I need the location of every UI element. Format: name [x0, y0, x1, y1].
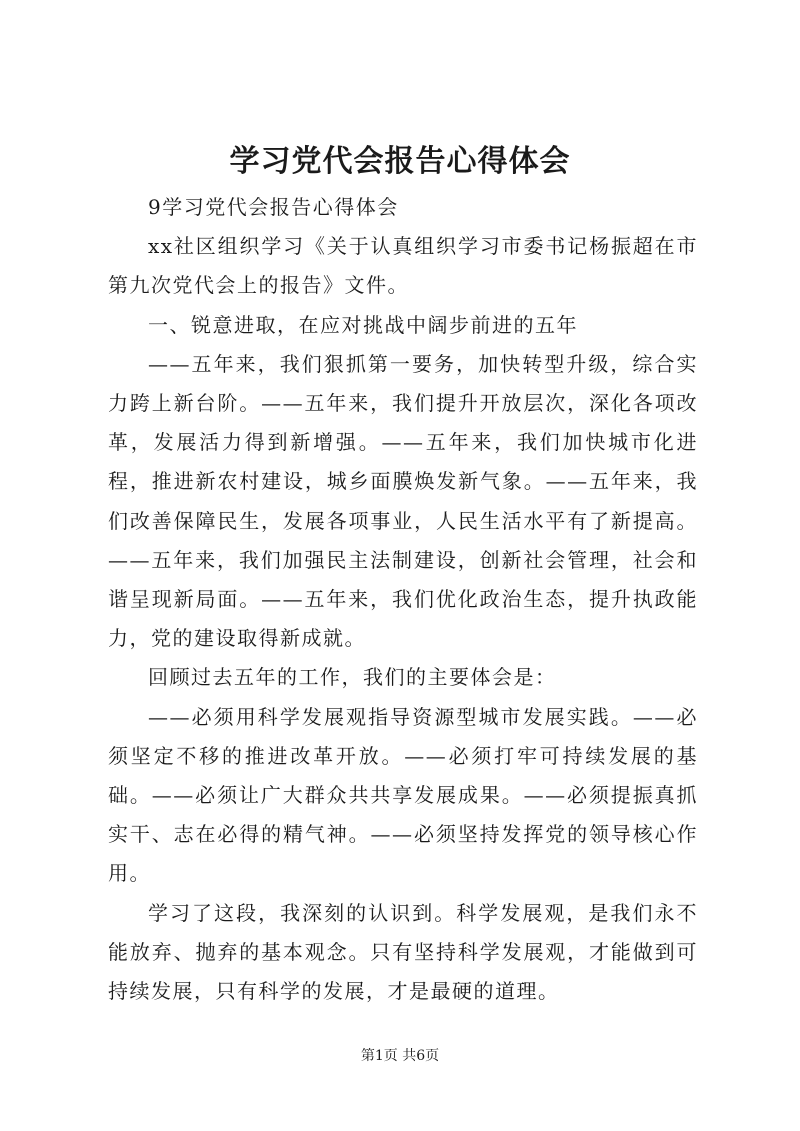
paragraph-five-years: ——五年来，我们狠抓第一要务，加快转型升级，综合实力跨上新台阶。——五年来，我们提升开放层次，深化各项改革，发展活力得到新增强。——五年来，我们加快城市化进程，推进新农村建设，城乡面膜焕发新气象。——五年来，我们改善保障民生，发展各项事业，人民生活水平有了新提高。——五年来，我们加强民主法制建设，创新社会管理，社会和谐呈现新局面。——五年来，我们优化政治生态，提升执政能力，党的建设取得新成就。 [108, 351, 698, 651]
document-body [108, 188, 698, 1011]
page-footer: 第1页 共6页 [360, 1048, 440, 1064]
paragraph-review: 回顾过去五年的工作，我们的主要体会是： [148, 665, 557, 690]
paragraph-intro: xx社区组织学习《关于认真组织学习市委书记杨振超在市第九次党代会上的报告》文件。 [108, 234, 698, 298]
document-title: 学习党代会报告心得体会 [229, 144, 571, 179]
paragraph-reflection: 学习了这段，我深刻的认识到。科学发展观，是我们永不能放弃、抛弃的基本观念。只有坚持科学发展观，才能做到可持续发展，只有科学的发展，才是最硬的道理。 [108, 900, 698, 1004]
paragraph-musts: ——必须用科学发展观指导资源型城市发展实践。——必须坚定不移的推进改革开放。——必须打牢可持续发展的基础。——必须让广大群众共共享发展成果。——必须提振真抓实干、志在必得的精气神。——必须坚持发挥党的领导核心作用。 [108, 704, 698, 886]
paragraph-section-heading: 一、锐意进取，在应对挑战中阔步前进的五年 [148, 312, 578, 337]
paragraph-subtitle: 9学习党代会报告心得体会 [148, 195, 399, 219]
